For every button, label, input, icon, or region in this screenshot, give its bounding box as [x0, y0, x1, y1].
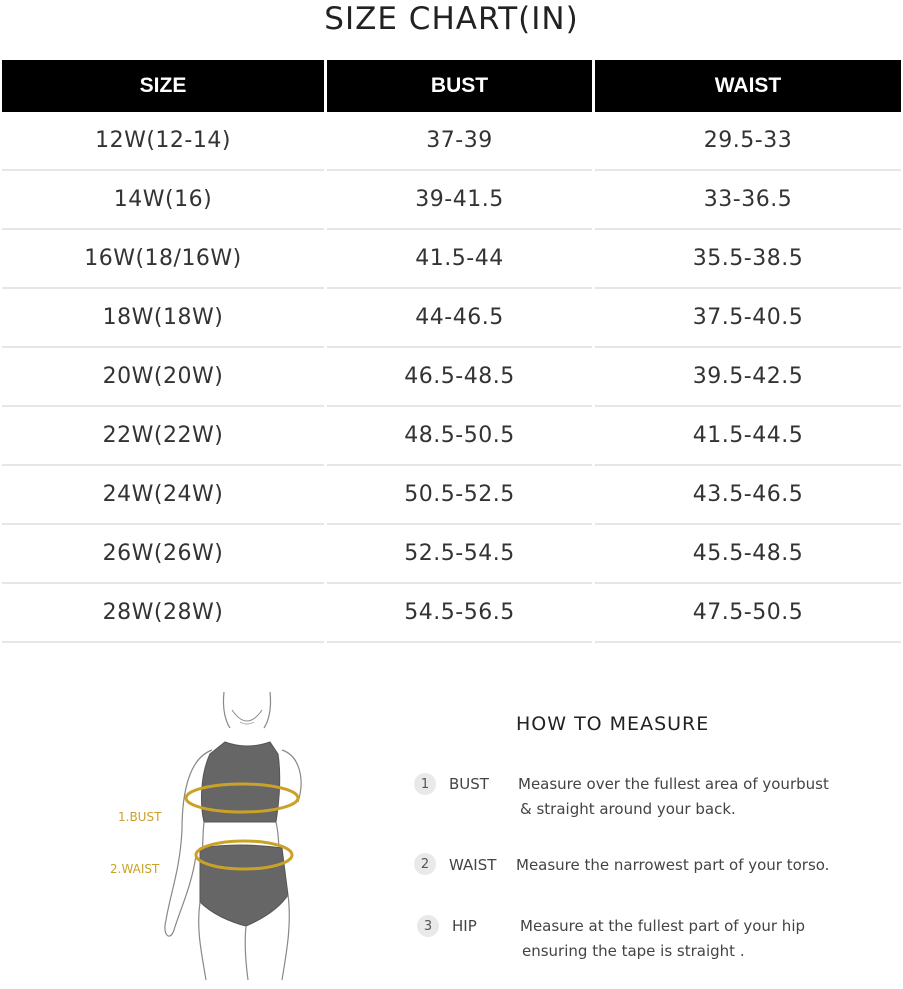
- header-waist: WAIST: [595, 60, 901, 112]
- cell-waist: 35.5-38.5: [595, 230, 901, 289]
- cell-waist: 37.5-40.5: [595, 289, 901, 348]
- cell-waist: 45.5-48.5: [595, 525, 901, 584]
- cell-size: 20W(20W): [2, 348, 324, 407]
- neck-outline-right: [264, 692, 271, 728]
- cell-size: 14W(16): [2, 171, 324, 230]
- table-row: [2, 407, 901, 466]
- cell-bust: 52.5-54.5: [327, 525, 592, 584]
- cell-size: 16W(18/16W): [2, 230, 324, 289]
- cell-waist: 29.5-33: [595, 112, 901, 171]
- table-row: [2, 525, 901, 584]
- step-desc-bust-line1: Measure over the fullest area of yourbust: [518, 775, 829, 793]
- table-row: [2, 584, 901, 643]
- cell-size: 28W(28W): [2, 584, 324, 643]
- cell-size: 26W(26W): [2, 525, 324, 584]
- bikini-bottom: [200, 845, 288, 926]
- table-row: [2, 230, 901, 289]
- step-name-waist: WAIST: [449, 856, 497, 874]
- cell-size: 12W(12-14): [2, 112, 324, 171]
- neck-outline: [223, 692, 230, 728]
- table-row: [2, 171, 901, 230]
- table-row: [2, 112, 901, 171]
- cell-bust: 54.5-56.5: [327, 584, 592, 643]
- step-desc-hip-line2: ensuring the tape is straight .: [522, 942, 745, 960]
- step-desc-hip-line1: Measure at the fullest part of your hip: [520, 917, 806, 935]
- cell-waist: 41.5-44.5: [595, 407, 901, 466]
- cell-bust: 44-46.5: [327, 289, 592, 348]
- cell-waist: 39.5-42.5: [595, 348, 901, 407]
- how-to-measure-title: HOW TO MEASURE: [516, 713, 710, 735]
- chin-outline: [232, 710, 262, 721]
- size-chart-table: [2, 60, 901, 643]
- header-bust: BUST: [327, 60, 592, 112]
- table-row: [2, 289, 901, 348]
- cell-bust: 41.5-44: [327, 230, 592, 289]
- cell-waist: 33-36.5: [595, 171, 901, 230]
- step-number-1: 1: [414, 773, 436, 795]
- cell-size: 22W(22W): [2, 407, 324, 466]
- waist-label: 2.WAIST: [110, 862, 160, 876]
- cell-bust: 46.5-48.5: [327, 348, 592, 407]
- table-row: [2, 348, 901, 407]
- cell-bust: 39-41.5: [327, 171, 592, 230]
- table-header-row: [2, 60, 901, 112]
- step-name-hip: HIP: [452, 917, 477, 935]
- step-number-3: 3: [417, 915, 439, 937]
- step-desc-waist-line1: Measure the narrowest part of your torso.: [516, 856, 830, 874]
- cell-bust: 37-39: [327, 112, 592, 171]
- table-row: [2, 466, 901, 525]
- cell-bust: 50.5-52.5: [327, 466, 592, 525]
- step-name-bust: BUST: [449, 775, 489, 793]
- page-title: SIZE CHART(IN): [324, 1, 579, 37]
- cell-waist: 43.5-46.5: [595, 466, 901, 525]
- cell-waist: 47.5-50.5: [595, 584, 901, 643]
- bust-label: 1.BUST: [118, 810, 162, 824]
- cell-size: 18W(18W): [2, 289, 324, 348]
- body-figure-illustration: [100, 680, 330, 980]
- right-arm-outline: [282, 750, 301, 802]
- cell-bust: 48.5-50.5: [327, 407, 592, 466]
- cell-size: 24W(24W): [2, 466, 324, 525]
- step-number-2: 2: [414, 853, 436, 875]
- header-size: SIZE: [2, 60, 324, 112]
- step-desc-bust-line2: & straight around your back.: [520, 800, 736, 818]
